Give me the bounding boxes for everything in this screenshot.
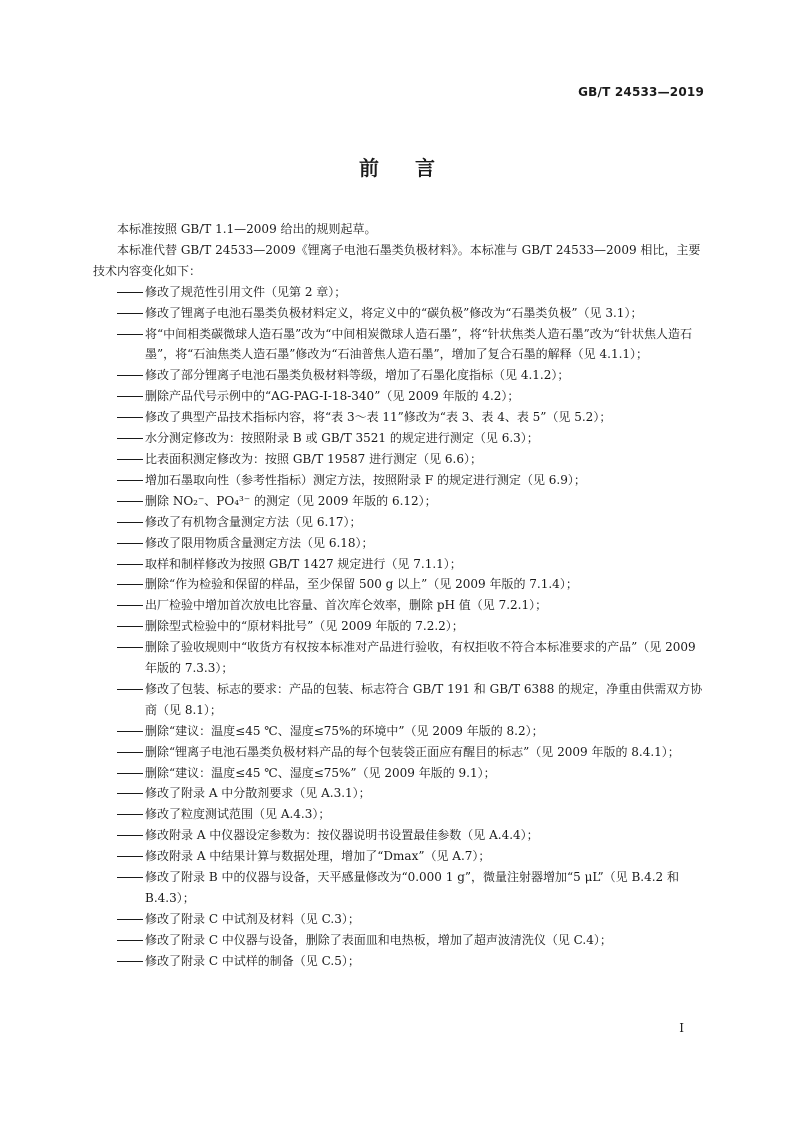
em-dash-marker xyxy=(117,835,143,836)
em-dash-marker xyxy=(117,292,143,293)
em-dash-marker xyxy=(117,940,143,941)
list-item-text: 删除产品代号示例中的“AG-PAG-Ⅰ-18-340”（见 2009 年版的 4.2）； xyxy=(145,389,520,404)
em-dash-marker xyxy=(117,522,143,523)
list-item xyxy=(93,595,711,616)
em-dash-marker xyxy=(117,814,143,815)
list-item xyxy=(93,554,711,575)
list-item-text: 修改了规范性引用文件（见第 2 章）； xyxy=(145,284,347,299)
em-dash-marker xyxy=(117,417,143,418)
em-dash-marker xyxy=(117,564,143,565)
list-item-text: 删除“建议：温度≤45 ℃、湿度≤75%”（见 2009 年版的 9.1）； xyxy=(145,765,496,780)
list-item-text: 修改了附录 B 中的仪器与设备，天平感量修改为“0.000 1 g”，微量注射器增加“5 μL”（见 B.4.2 和 B.4.3）； xyxy=(145,870,679,905)
list-item xyxy=(93,428,711,449)
list-item-text: 修改附录 A 中仪器设定参数为：按仪器说明书设置最佳参数（见 A.4.4）； xyxy=(145,828,539,843)
list-item xyxy=(93,303,711,324)
list-item xyxy=(93,930,711,951)
em-dash-marker xyxy=(117,961,143,962)
list-item-text: 修改附录 A 中结果计算与数据处理，增加了“Dmax”（见 A.7）； xyxy=(145,849,491,864)
em-dash-marker xyxy=(117,375,143,376)
list-item-text: 修改了包装、标志的要求：产品的包装、标志符合 GB/T 191 和 GB/T 6388 的规定，净重由供需双方协商（见 8.1）； xyxy=(145,681,703,717)
list-item xyxy=(93,365,711,386)
list-item xyxy=(93,679,711,721)
page-title: 前言 xyxy=(359,156,471,180)
em-dash-marker xyxy=(117,689,143,690)
em-dash-marker xyxy=(117,584,143,585)
body-content xyxy=(93,219,711,972)
list-item-text: 删除“建议：温度≤45 ℃、湿度≤75%的环境中”（见 2009 年版的 8.2）； xyxy=(145,723,544,738)
list-item xyxy=(93,825,711,846)
list-item-text: 删除“锂离子电池石墨类负极材料产品的每个包装袋正面应有醒目的标志”（见 2009 年版的 8.4.1）； xyxy=(145,744,680,759)
list-item xyxy=(93,407,711,428)
em-dash-marker xyxy=(117,313,143,314)
em-dash-marker xyxy=(117,459,143,460)
em-dash-marker xyxy=(117,752,143,753)
list-item xyxy=(93,867,711,909)
list-item-text: 删除“作为检验和保留的样品，至少保留 500 g 以上”（见 2009 年版的 7.1.4）； xyxy=(145,577,578,592)
list-item xyxy=(93,951,711,972)
list-item-text: 修改了粒度测试范围（见 A.4.3）； xyxy=(145,807,331,822)
page-number: Ⅰ xyxy=(679,1021,684,1035)
list-item xyxy=(93,783,711,804)
list-item-text: 取样和制样修改为按照 GB/T 1427 规定进行（见 7.1.1）； xyxy=(145,556,462,571)
list-item xyxy=(93,804,711,825)
list-item-text: 修改了典型产品技术指标内容，将“表 3～表 11”修改为“表 3、表 4、表 5”（见 5.2）； xyxy=(145,410,612,425)
em-dash-marker xyxy=(117,438,143,439)
list-item-text: 修改了限用物质含量测定方法（见 6.18）； xyxy=(145,535,374,550)
list-item xyxy=(93,470,711,491)
standard-code: GB/T 24533—2019 xyxy=(578,85,704,99)
em-dash-marker xyxy=(117,919,143,920)
intro-paragraph: 本标准代替 GB/T 24533—2009《锂离子电池石墨类负极材料》。本标准与 GB/T 24533—2009 相比，主要技术内容变化如下： xyxy=(93,242,701,278)
list-item xyxy=(93,449,711,470)
em-dash-marker xyxy=(117,501,143,502)
list-item-text: 删除型式检验中的“原材料批号”（见 2009 年版的 7.2.2）； xyxy=(145,619,464,634)
change-list xyxy=(93,282,711,972)
intro-paragraph: 本标准按照 GB/T 1.1—2009 给出的规则起草。 xyxy=(117,222,377,236)
list-item xyxy=(93,512,711,533)
list-item-text: 出厂检验中增加首次放电比容量、首次库仑效率，删除 pH 值（见 7.2.1）； xyxy=(145,598,548,613)
list-item xyxy=(93,616,711,637)
list-item xyxy=(93,533,711,554)
em-dash-marker xyxy=(117,334,143,335)
list-item-text: 删除了验收规则中“收货方有权按本标准对产品进行验收，有权拒收不符合本标准要求的产品”（见 2009 年版的 7.3.3）； xyxy=(145,640,696,676)
list-item-text: 修改了部分锂离子电池石墨类负极材料等级，增加了石墨化度指标（见 4.1.2）； xyxy=(145,368,570,383)
list-item-text: 修改了附录 C 中试样的制备（见 C.5）； xyxy=(145,953,360,968)
list-item-text: 修改了附录 C 中仪器与设备，删除了表面皿和电热板，增加了超声波清洗仪（见 C.4）； xyxy=(145,932,612,947)
em-dash-marker xyxy=(117,543,143,544)
em-dash-marker xyxy=(117,773,143,774)
em-dash-marker xyxy=(117,793,143,794)
em-dash-marker xyxy=(117,480,143,481)
list-item-text: 比表面积测定修改为：按照 GB/T 19587 进行测定（见 6.6）； xyxy=(145,451,482,466)
list-item-text: 增加石墨取向性（参考性指标）测定方法，按照附录 F 的规定进行测定（见 6.9）； xyxy=(145,472,586,487)
em-dash-marker xyxy=(117,731,143,732)
em-dash-marker xyxy=(117,396,143,397)
list-item-text: 删除 NO₂⁻、PO₄³⁻ 的测定（见 2009 年版的 6.12）； xyxy=(145,493,437,508)
list-item xyxy=(93,282,711,303)
list-item xyxy=(93,846,711,867)
list-item xyxy=(93,721,711,742)
em-dash-marker xyxy=(117,626,143,627)
em-dash-marker xyxy=(117,877,143,878)
list-item-text: 修改了有机物含量测定方法（见 6.17）； xyxy=(145,514,362,529)
list-item xyxy=(93,324,711,366)
em-dash-marker xyxy=(117,856,143,857)
list-item xyxy=(93,637,711,679)
list-item-text: 将“中间相类碳微球人造石墨”改为“中间相炭微球人造石墨”，将“针状焦类人造石墨”改为“针状焦人造石墨”，将“石油焦类人造石墨”修改为“石油普焦人造石墨”，增加了复合石墨的解释（见 4.1.1）； xyxy=(145,326,692,362)
list-item-text: 修改了附录 A 中分散剂要求（见 A.3.1）； xyxy=(145,786,371,801)
em-dash-marker xyxy=(117,647,143,648)
list-item xyxy=(93,909,711,930)
em-dash-marker xyxy=(117,605,143,606)
list-item xyxy=(93,491,711,512)
list-item xyxy=(93,763,711,784)
list-item xyxy=(93,574,711,595)
list-item xyxy=(93,386,711,407)
list-item xyxy=(93,742,711,763)
list-item-text: 修改了锂离子电池石墨类负极材料定义，将定义中的“碳负极”修改为“石墨类负极”（见 3.1）； xyxy=(145,305,643,320)
list-item-text: 水分测定修改为：按照附录 B 或 GB/T 3521 的规定进行测定（见 6.3）； xyxy=(145,431,539,446)
list-item-text: 修改了附录 C 中试剂及材料（见 C.3）； xyxy=(145,911,360,926)
